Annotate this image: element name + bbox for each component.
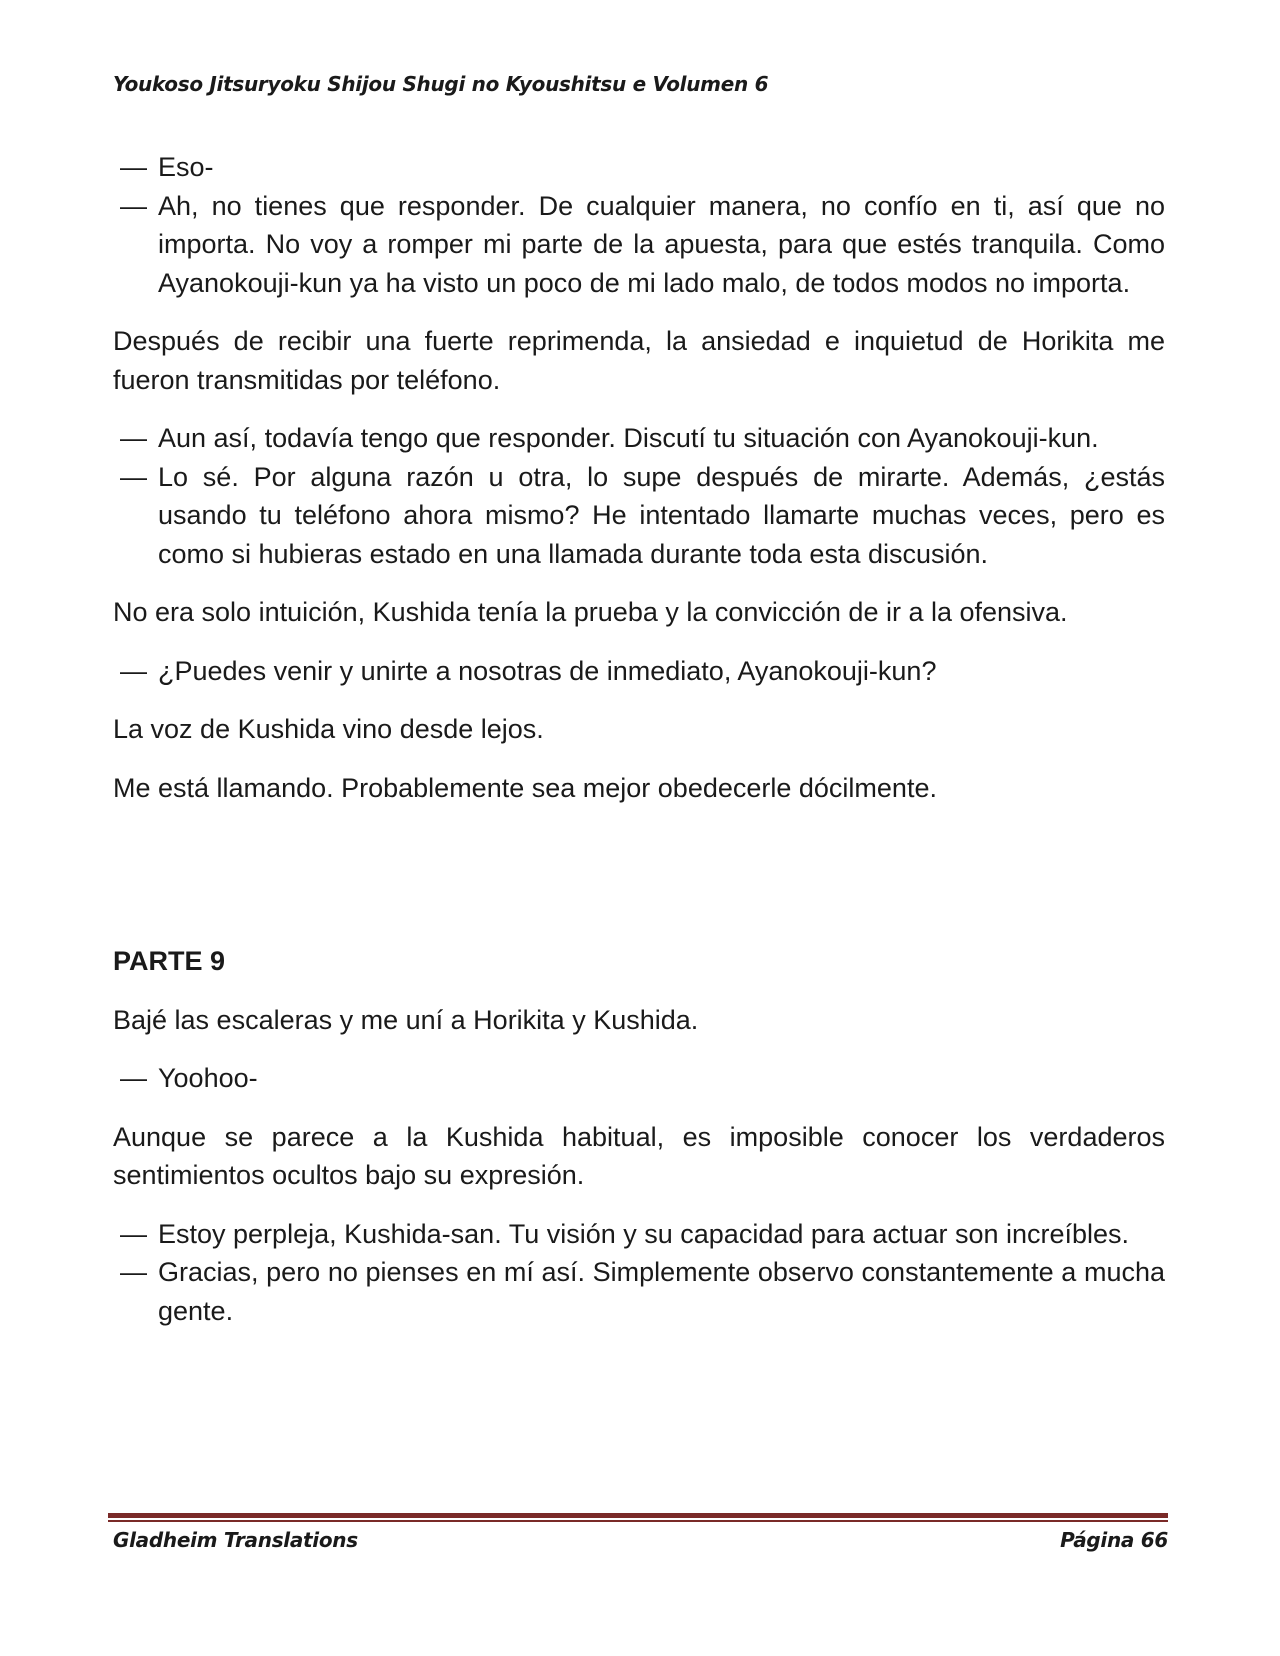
dialogue-group xyxy=(113,1215,1165,1331)
em-dash: — xyxy=(120,461,147,492)
page-number: Página 66 xyxy=(1060,1528,1168,1552)
footer-credit: Gladheim Translations xyxy=(113,1528,358,1552)
narration-paragraph: Bajé las escaleras y me uní a Horikita y Kushida. xyxy=(113,1004,699,1035)
narration-paragraph: Aunque se parece a la Kushida habitual, es imposible conocer los verdaderos sentimientos ocultos bajo su expresión. xyxy=(113,1121,1165,1190)
em-dash: — xyxy=(120,152,147,182)
em-dash: — xyxy=(120,423,147,453)
em-dash: — xyxy=(120,190,147,221)
dialogue-line: — Ah, no tienes que responder. De cualquier manera, no confío en ti, así que no importa. No voy a romper mi parte de la apuesta, para que estés tranquila. Como Ayanokouji-kun ya ha visto un poco de mi lado malo, de todos modos no importa. xyxy=(113,187,1165,303)
dialogue-line: — Yoohoo- xyxy=(113,1059,1165,1098)
dialogue-group xyxy=(113,419,1165,573)
em-dash: — xyxy=(120,1218,147,1249)
section-heading: PARTE 9 xyxy=(113,946,226,976)
em-dash: — xyxy=(120,655,147,686)
em-dash: — xyxy=(120,1257,147,1287)
em-dash: — xyxy=(120,1063,147,1093)
footer-divider-thin xyxy=(108,1520,1168,1522)
page-header-title: Youkoso Jitsuryoku Shijou Shugi no Kyoushitsu e Volumen 6 xyxy=(113,72,769,96)
dialogue-line: — Eso- xyxy=(113,148,1165,187)
dialogue-line: — Estoy perpleja, Kushida-san. Tu visión y su capacidad para actuar son increíbles. xyxy=(113,1215,1165,1254)
dialogue-line: — Gracias, pero no pienses en mí así. Simplemente observo constantemente a mucha gente. xyxy=(113,1253,1165,1330)
narration-paragraph: Me está llamando. Probablemente sea mejor obedecerle dócilmente. xyxy=(113,772,937,803)
dialogue-line: — Aun así, todavía tengo que responder. Discutí tu situación con Ayanokouji-kun. xyxy=(113,419,1165,458)
narration-paragraph: La voz de Kushida vino desde lejos. xyxy=(113,714,544,744)
dialogue-group xyxy=(113,148,1165,302)
footer-divider xyxy=(108,1513,1168,1522)
dialogue-line: — ¿Puedes venir y unirte a nosotras de inmediato, Ayanokouji-kun? xyxy=(113,652,1165,691)
narration-paragraph: No era solo intuición, Kushida tenía la prueba y la convicción de ir a la ofensiva. xyxy=(113,597,1068,627)
page-body xyxy=(113,148,1165,1350)
footer-divider-thick xyxy=(108,1513,1168,1518)
dialogue-line: — Lo sé. Por alguna razón u otra, lo supe después de mirarte. Además, ¿estás usando tu teléfono ahora mismo? He intentado llamarte muchas veces, pero es como si hubieras estado en una llamada durante toda esta discusión. xyxy=(113,458,1165,574)
narration-paragraph: Después de recibir una fuerte reprimenda, la ansiedad e inquietud de Horikita me fueron transmitidas por teléfono. xyxy=(113,326,1165,395)
